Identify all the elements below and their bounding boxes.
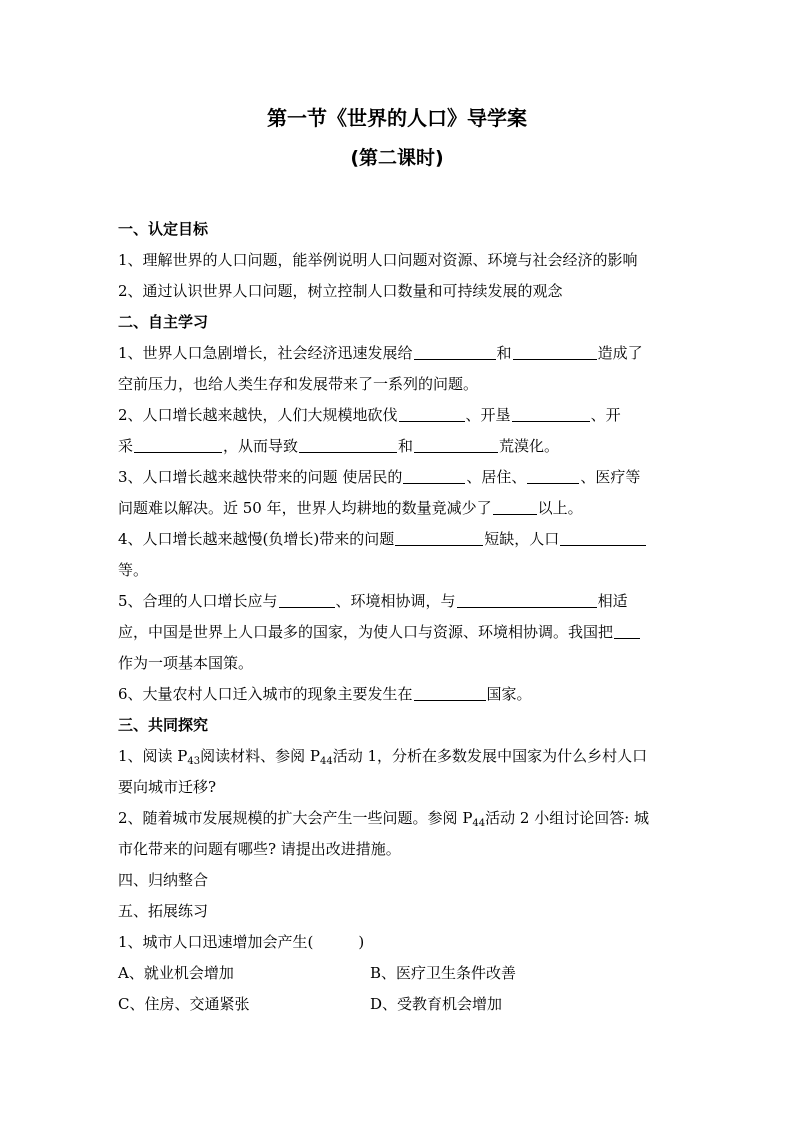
answer-blank[interactable] [527, 482, 579, 484]
answer-blank[interactable] [457, 606, 597, 608]
question-text: 和 [496, 344, 512, 362]
question-text: 造成了 [597, 344, 643, 362]
question-line [118, 400, 678, 431]
answer-blank[interactable] [395, 544, 483, 546]
section-heading-inquiry: 三、共同探究 [118, 716, 209, 734]
section-heading-summary: 四、归纳整合 [118, 871, 209, 889]
question-text: 3、人口增长越来越快带来的问题 使居民的 [118, 468, 403, 486]
answer-blank[interactable] [560, 544, 646, 546]
document-subtitle: (第二课时) [350, 147, 444, 169]
document-title: 第一节《世界的人口》导学案 [267, 106, 527, 130]
question-line: 要向城市迁移? [118, 778, 217, 796]
question-text: 、环境相协调，与 [335, 592, 456, 610]
question-text: 阅读材料、参阅 P [200, 747, 321, 765]
question-text: ，从而导致 [223, 437, 299, 455]
question-line [118, 462, 678, 493]
page-subscript: 44 [320, 756, 333, 767]
goal-item: 2、通过认识世界人口问题，树立控制人口数量和可持续发展的观念 [118, 282, 563, 300]
question-text: 2、随着城市发展规模的扩大会产生一些问题。参阅 P [118, 809, 473, 827]
question-text: 、开垦 [465, 406, 511, 424]
answer-blank[interactable] [403, 482, 465, 484]
answer-blank[interactable] [134, 451, 222, 453]
question-text: 以上。 [537, 499, 583, 517]
question-line: 作为一项基本国策。 [118, 654, 254, 672]
page-subscript: 43 [187, 756, 201, 767]
question-line [118, 803, 678, 834]
option-a[interactable]: A、就业机会增加 [118, 964, 234, 982]
option-row [118, 989, 678, 1020]
goal-item: 1、理解世界的人口问题，能举例说明人口问题对资源、环境与社会经济的影响 [118, 251, 638, 269]
answer-blank[interactable] [299, 451, 397, 453]
option-c[interactable]: C、住房、交通紧张 [118, 995, 250, 1013]
question-text: 、开 [590, 406, 621, 424]
answer-blank[interactable] [279, 606, 335, 608]
question-text: 活动 1，分析在多数发展中国家为什么乡村人口 [332, 747, 648, 765]
section-heading-practice: 五、拓展练习 [118, 902, 209, 920]
question-line: 市化带来的问题有哪些? 请提出改进措施。 [118, 840, 401, 858]
answer-blank[interactable] [512, 420, 590, 422]
answer-blank[interactable] [513, 358, 597, 360]
answer-blank[interactable] [399, 420, 465, 422]
question-text: 问题难以解决。近 50 年，世界人均耕地的数量竟减少了 [118, 499, 492, 517]
section-heading-goals: 一、认定目标 [118, 220, 209, 238]
question-text: 短缺，人口 [484, 530, 560, 548]
question-text: 6、大量农村人口迁入城市的现象主要发生在 [118, 685, 413, 703]
question-text: 应，中国是世界上人口最多的国家，为使人口与资源、环境相协调。我国把 [118, 623, 614, 641]
question-text: 和 [398, 437, 414, 455]
question-line: 空前压力，也给人类生存和发展带来了一系列的问题。 [118, 375, 479, 393]
section-heading-self-study: 二、自主学习 [118, 313, 209, 331]
question-text: 采 [118, 437, 134, 455]
question-text: 5、合理的人口增长应与 [118, 592, 278, 610]
question-text: 4、人口增长越来越慢(负增长)带来的问题 [118, 530, 395, 548]
answer-blank[interactable] [414, 358, 496, 360]
option-b[interactable]: B、医疗卫生条件改善 [370, 964, 517, 982]
document-body [118, 214, 678, 1020]
question-text: 相适 [597, 592, 628, 610]
question-line [118, 617, 678, 648]
option-row [118, 958, 678, 989]
option-d[interactable]: D、受教育机会增加 [370, 995, 503, 1013]
question-text: 活动 2 小组讨论回答: 城 [485, 809, 650, 827]
question-line: 等。 [118, 561, 149, 579]
question-line [118, 493, 678, 524]
answer-blank[interactable] [414, 451, 498, 453]
question-text: 国家。 [486, 685, 532, 703]
question-text: 荒漠化。 [499, 437, 560, 455]
answer-blank[interactable] [614, 637, 640, 639]
question-line [118, 741, 678, 772]
page-subscript: 44 [472, 818, 486, 829]
question-text: 1、世界人口急剧增长，社会经济迅速发展给 [118, 344, 413, 362]
answer-blank[interactable] [493, 513, 537, 515]
question-line [118, 338, 678, 369]
question-line [118, 679, 678, 710]
question-text: 、居住、 [466, 468, 527, 486]
answer-blank[interactable] [414, 699, 486, 701]
question-line [118, 524, 678, 555]
question-text: 2、人口增长越来越快，人们大规模地砍伐 [118, 406, 398, 424]
question-text: 、医疗等 [580, 468, 641, 486]
question-line [118, 586, 678, 617]
question-text: 1、阅读 P [118, 747, 188, 765]
question-line [118, 431, 678, 462]
question-line: 1、城市人口迅速增加会产生( ) [118, 933, 365, 951]
